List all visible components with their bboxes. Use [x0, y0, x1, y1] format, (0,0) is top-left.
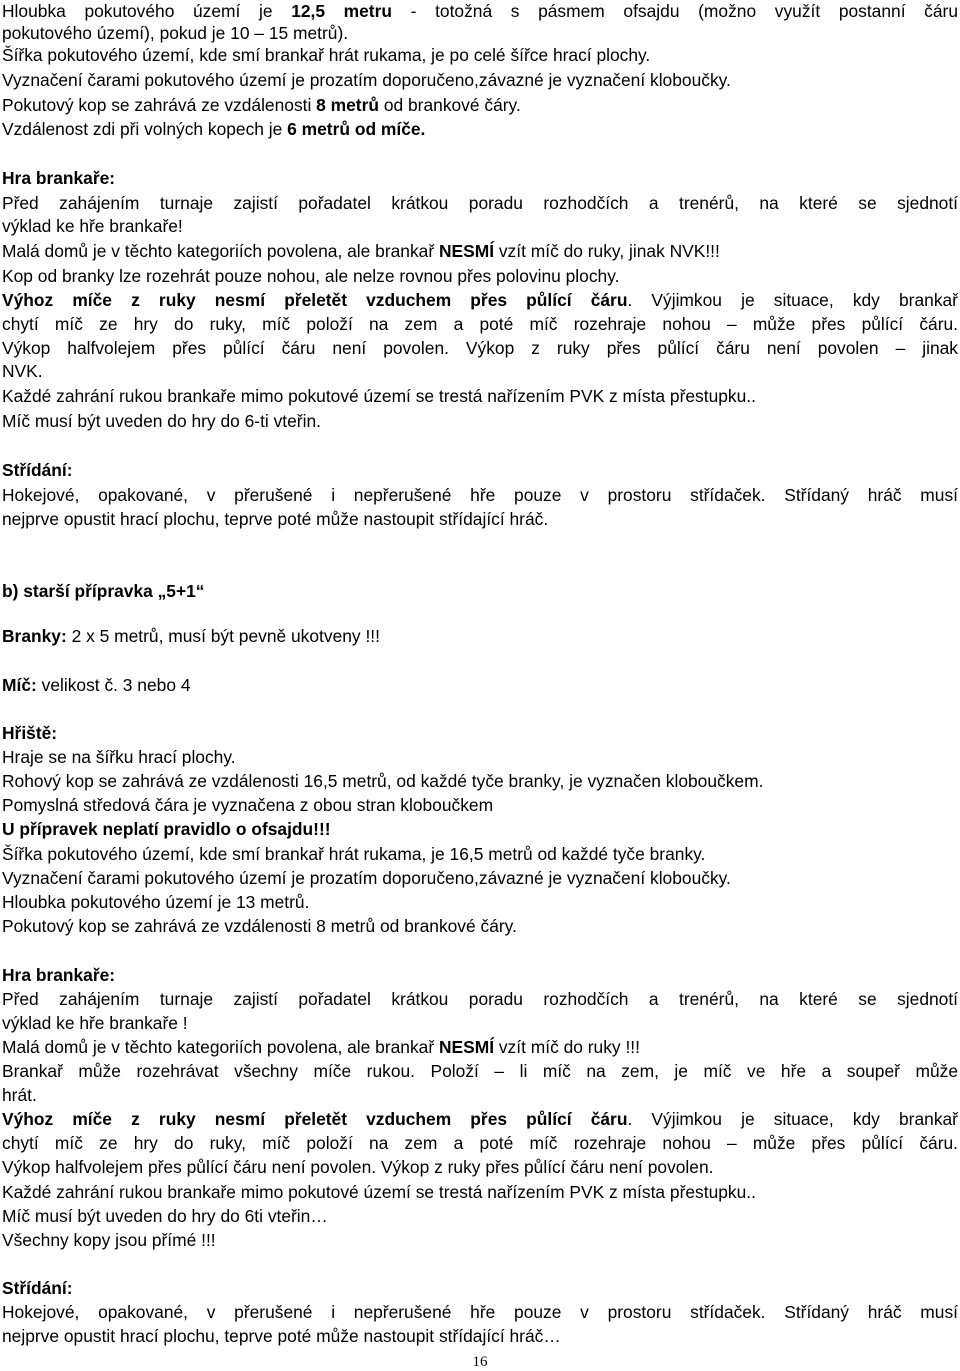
- text-line: [2, 44, 650, 66]
- text-line: [2, 118, 425, 140]
- text-line: [2, 580, 205, 602]
- text-run: Vyznačení čarami pokutového území je prozatím doporučeno,závazné je vyznačení kloboučky.: [2, 868, 731, 888]
- text-line: [2, 360, 43, 382]
- text-line: [2, 770, 763, 792]
- text-line: [2, 1325, 561, 1347]
- text-run: Před zahájením turnaje zajistí pořadatel krátkou poradu rozhodčích a trenérů, na které se sjednotí: [2, 989, 958, 1009]
- text-line: [2, 1108, 958, 1130]
- bold-text: Střídání:: [2, 1278, 73, 1298]
- text-line: [2, 1036, 640, 1058]
- text-run: pokutového území), pokud je 10 – 15 metrů).: [2, 23, 349, 43]
- text-run: Malá domů je v těchto kategoriích povolena, ale brankař: [2, 1037, 439, 1057]
- text-line: [2, 1132, 958, 1154]
- text-line: [2, 1301, 958, 1323]
- page-number: 16: [472, 1354, 488, 1370]
- text-run: Před zahájením turnaje zajistí pořadatel krátkou poradu rozhodčích a trenérů, na které se sjednotí: [2, 193, 958, 213]
- text-line: [2, 1229, 216, 1251]
- text-run: Pokutový kop se zahrává ze vzdálenosti: [2, 95, 317, 115]
- bold-text: b) starší přípravka „5+1“: [2, 581, 205, 601]
- text-run: velikost č. 3 nebo 4: [36, 675, 191, 695]
- text-line: [2, 313, 958, 335]
- text-run: Kop od branky lze rozehrát pouze nohou, ale nelze rovnou přes polovinu plochy.: [2, 266, 620, 286]
- text-run: vzít míč do ruky, jinak NVK!!!: [494, 241, 720, 261]
- text-line: [2, 69, 731, 91]
- text-line: [2, 843, 705, 865]
- text-run: výklad ke hře brankaře!: [2, 216, 183, 236]
- text-line: [2, 459, 73, 481]
- text-run: Malá domů je v těchto kategoriích povolena, ale brankař: [2, 241, 439, 261]
- text-line: [2, 1012, 188, 1034]
- text-line: [2, 508, 548, 530]
- text-run: Vyznačení čarami pokutového území je prozatím doporučeno,závazné je vyznačení kloboučky.: [2, 70, 731, 90]
- bold-text: Střídání:: [2, 460, 73, 480]
- text-line: [2, 94, 521, 116]
- bold-text: NESMÍ: [438, 241, 495, 261]
- text-run: Výkop halfvolejem přes půlící čáru není povolen. Výkop z ruky přes půlící čáru není povolen.: [2, 1157, 714, 1177]
- text-line: [2, 722, 57, 744]
- text-line: [2, 484, 958, 506]
- bold-text: Hra brankaře:: [2, 168, 116, 188]
- text-line: [2, 818, 331, 840]
- bold-text: Hřiště:: [2, 723, 58, 743]
- text-run: Vzdálenost zdi při volných kopech je: [2, 119, 288, 139]
- text-run: Hloubka pokutového území je 13 metrů.: [2, 892, 310, 912]
- bold-text: U přípravek neplatí pravidlo o ofsajdu!!!: [2, 819, 331, 839]
- text-line: [2, 22, 348, 44]
- bold-text: 8 metrů: [316, 95, 379, 115]
- text-run: Šířka pokutového území, kde smí brankař hrát rukama, je 16,5 metrů od každé tyče branky.: [2, 844, 706, 864]
- text-run: Hloubka pokutového území je: [2, 1, 292, 21]
- bold-text: Hra brankaře:: [2, 965, 116, 985]
- text-run: Každé zahrání rukou brankaře mimo pokutové území se trestá nařízením PVK z místa přestupku..: [2, 386, 756, 406]
- text-line: [2, 674, 191, 696]
- text-run: 2 x 5 metrů, musí být pevně ukotveny !!!: [66, 626, 380, 646]
- text-line: [2, 867, 731, 889]
- text-run: od brankové čáry.: [379, 95, 521, 115]
- text-run: Hraje se na šířku hrací plochy.: [2, 747, 236, 767]
- text-run: Pomyslná středová čára je vyznačena z obou stran kloboučkem: [2, 795, 494, 815]
- text-run: vzít míč do ruky !!!: [494, 1037, 640, 1057]
- bold-text: 12,5 metru: [291, 1, 392, 21]
- bold-text: NESMÍ: [438, 1037, 495, 1057]
- text-line: [2, 0, 958, 22]
- text-run: - totožná s pásmem ofsajdu (možno využít postanní čáru: [392, 1, 958, 21]
- text-line: [2, 410, 321, 432]
- text-line: [2, 988, 958, 1010]
- text-run: chytí míč ze hry do ruky, míč položí na zem a poté míč rozehraje nohou – může přes půlící čáru.: [2, 314, 958, 334]
- bold-text: Výhoz míče z ruky nesmí přeletět vzduchem přes půlící čáru: [2, 1109, 628, 1129]
- text-run: chytí míč ze hry do ruky, míč položí na zem a poté míč rozehraje nohou – může přes půlící čáru.: [2, 1133, 958, 1153]
- text-run: Brankař může rozehrávat všechny míče rukou. Položí – li míč na zem, je míč ve hře a soupeř může: [2, 1061, 958, 1081]
- text-line: [2, 337, 958, 359]
- text-line: [2, 289, 958, 311]
- text-run: hrát.: [2, 1085, 37, 1105]
- text-line: [2, 794, 493, 816]
- text-line: [2, 192, 958, 214]
- text-run: Hokejové, opakované, v přerušené i nepřerušené hře pouze v prostoru střídaček. Střídaný hráč musí: [2, 485, 958, 505]
- text-line: [2, 1277, 73, 1299]
- bold-text: Branky:: [2, 626, 67, 646]
- text-run: . Výjimkou je situace, kdy brankař: [627, 290, 958, 310]
- bold-text: Míč:: [2, 675, 37, 695]
- text-line: [2, 964, 115, 986]
- text-line: [2, 1060, 958, 1082]
- text-run: Pokutový kop se zahrává ze vzdálenosti 8 metrů od brankové čáry.: [2, 916, 517, 936]
- text-run: Všechny kopy jsou přímé !!!: [2, 1230, 216, 1250]
- text-line: [2, 215, 183, 237]
- text-line: [2, 625, 380, 647]
- text-line: [2, 385, 756, 407]
- text-line: [2, 891, 309, 913]
- text-line: [2, 1156, 713, 1178]
- text-run: Míč musí být uveden do hry do 6-ti vteřin.: [2, 411, 321, 431]
- text-line: [2, 167, 115, 189]
- text-line: [2, 915, 517, 937]
- text-run: nejprve opustit hrací plochu, teprve poté může nastoupit střídající hráč.: [2, 509, 549, 529]
- text-line: [2, 240, 720, 262]
- text-run: výklad ke hře brankaře !: [2, 1013, 188, 1033]
- text-line: [2, 1084, 37, 1106]
- text-run: Výkop halfvolejem přes půlící čáru není povolen. Výkop z ruky přes půlící čáru není povolen – jinak: [2, 338, 958, 358]
- text-line: [2, 746, 236, 768]
- bold-text: 6 metrů od míče.: [287, 119, 426, 139]
- text-run: Hokejové, opakované, v přerušené i nepřerušené hře pouze v prostoru střídaček. Střídaný hráč musí: [2, 1302, 958, 1322]
- text-line: [2, 1205, 328, 1227]
- text-run: Rohový kop se zahrává ze vzdálenosti 16,5 metrů, od každé tyče branky, je vyznačen kloboučkem.: [2, 771, 764, 791]
- text-run: NVK.: [2, 361, 43, 381]
- bold-text: Výhoz míče z ruky nesmí přeletět vzduchem přes půlící čáru: [2, 290, 628, 310]
- text-run: nejprve opustit hrací plochu, teprve poté může nastoupit střídající hráč…: [2, 1326, 561, 1346]
- text-run: Šířka pokutového území, kde smí brankař hrát rukama, je po celé šířce hrací plochy.: [2, 45, 651, 65]
- text-run: . Výjimkou je situace, kdy brankař: [627, 1109, 958, 1129]
- text-line: [2, 1181, 756, 1203]
- text-line: [2, 265, 619, 287]
- text-run: Každé zahrání rukou brankaře mimo pokutové území se trestá nařízením PVK z místa přestupku..: [2, 1182, 756, 1202]
- text-run: Míč musí být uveden do hry do 6ti vteřin…: [2, 1206, 328, 1226]
